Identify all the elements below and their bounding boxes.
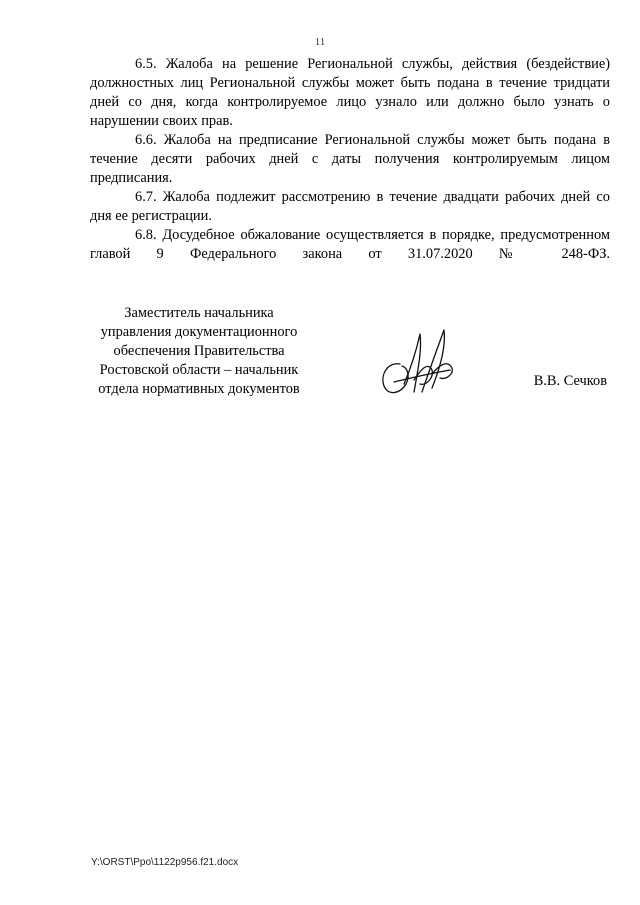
signatory-name: В.В. Сечков — [533, 373, 607, 389]
paragraph-6-8: 6.8. Досудебное обжалование осуществляется в порядке, предусмотренном главой 9 Федерального закона от 31.07.2020 № 248-ФЗ. — [90, 227, 610, 262]
paragraph-6-5: 6.5. Жалоба на решение Региональной службы, действия (бездействие) должностных лиц Региональной службы может быть подана в течение тридцати дней со дня, когда контролируемое лицо узнало или должно было узнать о нарушении своих прав. — [90, 56, 610, 129]
signatory-title-line: обеспечения Правительства — [113, 343, 285, 359]
signatory-title — [86, 304, 312, 399]
document-file-path: Y:\ORST\Ppo\1122p956.f21.docx — [91, 857, 239, 868]
signatory-title-line: управления документационного — [100, 324, 298, 340]
signatory-title-line: Ростовской области – начальник — [99, 362, 299, 378]
document-body — [90, 55, 610, 264]
signatory-title-line: Заместитель начальника — [124, 305, 274, 321]
paragraph-6-7: 6.7. Жалоба подлежит рассмотрению в течение двадцати рабочих дней со дня ее регистрации. — [90, 189, 610, 224]
page-number: 11 — [314, 36, 326, 48]
handwritten-signature — [370, 322, 465, 402]
signatory-title-line: отдела нормативных документов — [98, 381, 300, 397]
paragraph-6-6: 6.6. Жалоба на предписание Региональной службы может быть подана в течение десяти рабочих дней с даты получения контролируемым лицом предписания. — [90, 132, 610, 186]
